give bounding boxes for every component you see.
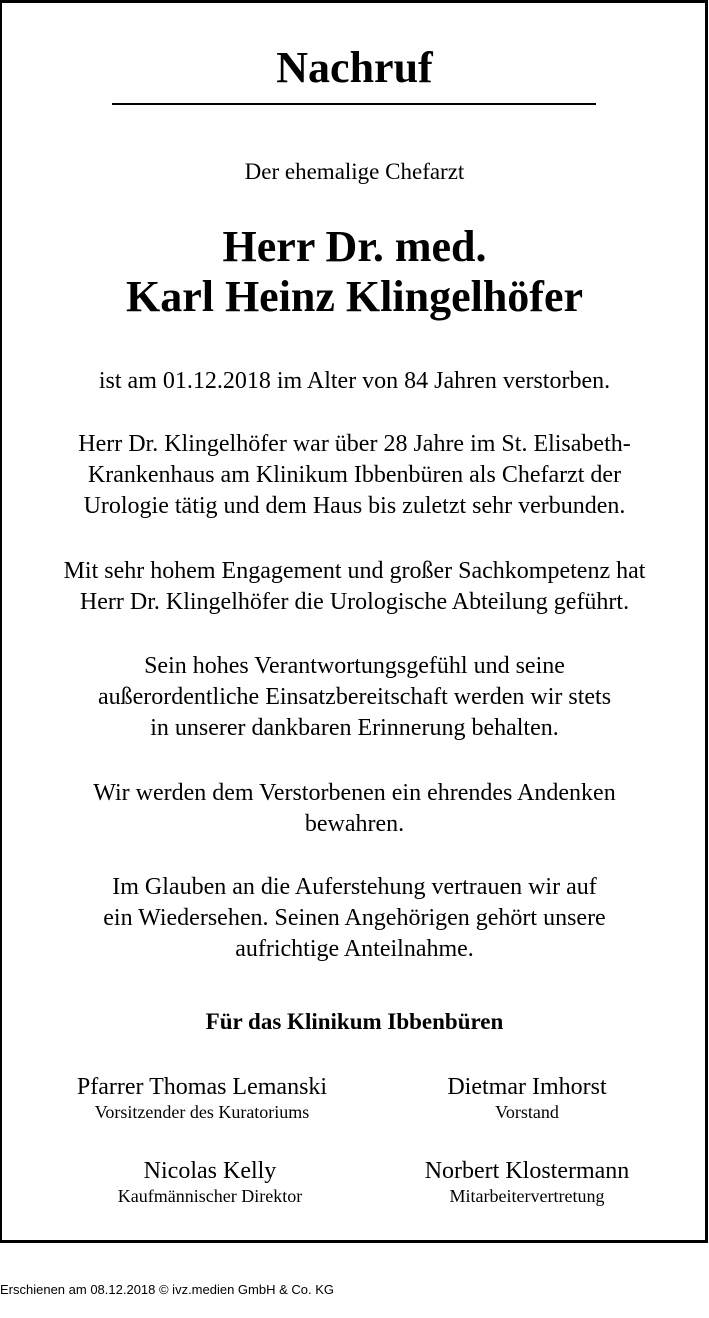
paragraph-line: bewahren.	[304, 811, 405, 837]
paragraph-line: Herr Dr. Klingelhöfer die Urologische Abteilung geführt.	[79, 589, 630, 615]
paragraph-line: Wir werden dem Verstorbenen ein ehrendes Andenken	[93, 780, 616, 806]
publication-footer: Erschienen am 08.12.2018 © ivz.medien GmbH & Co. KG	[0, 1282, 335, 1297]
signatory	[367, 1073, 687, 1123]
signatory-name: Nicolas Kelly	[143, 1158, 277, 1184]
paragraph-memory	[0, 778, 709, 840]
paragraph-career	[0, 429, 709, 522]
paragraph-engagement	[0, 556, 709, 618]
signatory	[367, 1157, 687, 1207]
paragraph-condolence	[0, 872, 709, 965]
signatory-role: Vorsitzender des Kuratoriums	[94, 1102, 310, 1122]
intro-text: Der ehemalige Chefarzt	[244, 159, 465, 184]
paragraph-line: Herr Dr. Klingelhöfer war über 28 Jahre im St. Elisabeth-	[78, 431, 631, 457]
paragraph-remembrance	[0, 651, 709, 744]
signoff: Für das Klinikum Ibbenbüren	[205, 1009, 504, 1034]
name-line: Karl Heinz Klingelhöfer	[125, 272, 584, 321]
obituary-title: Nachruf	[276, 43, 433, 92]
signatory-role: Mitarbeitervertretung	[449, 1186, 605, 1206]
paragraph-line: Im Glauben an die Auferstehung vertrauen wir auf	[112, 874, 597, 900]
signatory-name: Pfarrer Thomas Lemanski	[76, 1074, 328, 1100]
signatory-role: Kaufmännischer Direktor	[117, 1186, 303, 1206]
paragraph-line: ein Wiedersehen. Seinen Angehörigen gehört unsere	[103, 905, 606, 931]
paragraph-line: ist am 01.12.2018 im Alter von 84 Jahren verstorben.	[98, 368, 611, 394]
paragraph-line: außerordentliche Einsatzbereitschaft werden wir stets	[97, 684, 612, 710]
signatory-role: Vorstand	[495, 1102, 559, 1122]
paragraph-line: Krankenhaus am Klinikum Ibbenbüren als Chefarzt der	[87, 462, 622, 488]
paragraph-line: Urologie tätig und dem Haus bis zuletzt sehr verbunden.	[83, 493, 626, 519]
paragraph-death-notice	[0, 366, 709, 397]
paragraph-line: Mit sehr hohem Engagement und großer Sachkompetenz hat	[63, 558, 646, 584]
paragraph-line: aufrichtige Anteilnahme.	[235, 936, 474, 962]
paragraph-line: in unserer dankbaren Erinnerung behalten.	[150, 715, 559, 741]
signatory-name: Norbert Klostermann	[424, 1158, 630, 1184]
signatory	[50, 1157, 370, 1207]
signatory-name: Dietmar Imhorst	[447, 1074, 607, 1100]
title-divider	[112, 103, 596, 105]
paragraph-line: Sein hohes Verantwortungsgefühl und seine	[144, 653, 565, 679]
name-line: Herr Dr. med.	[222, 222, 487, 271]
deceased-name	[0, 222, 709, 322]
signatory	[42, 1073, 362, 1123]
